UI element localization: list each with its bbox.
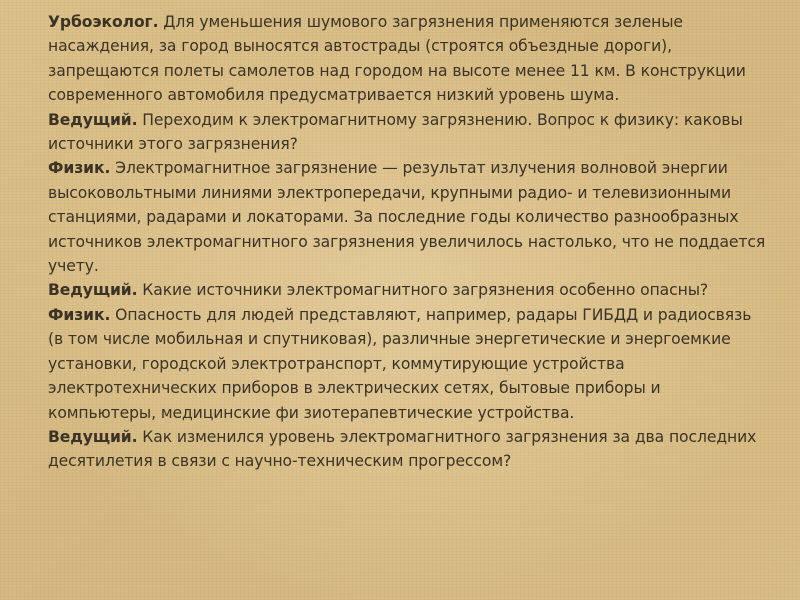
entry-text: Как изменился уровень электромагнитного загрязнения за два последних десятилетия в связи с научно-техническим прогрессом? bbox=[48, 427, 757, 471]
dialogue-entry-physicist bbox=[48, 156, 770, 278]
speaker-label: Ведущий. bbox=[48, 281, 138, 300]
speaker-label: Ведущий. bbox=[48, 427, 138, 446]
dialogue-entry-host bbox=[48, 425, 770, 474]
dialogue-text bbox=[48, 10, 770, 474]
entry-text: Электромагнитное загрязнение — результат излучения волновой энергии высоковольтными линиями электропередачи, крупными радио- и телевизионными станциями, радарами и локаторами. За последние годы количество разнообразных источников электромагнитного загрязнения увеличилось настолько, что не поддается учету. bbox=[48, 159, 766, 276]
speaker-label: Физик. bbox=[48, 305, 111, 324]
dialogue-entry-host bbox=[48, 108, 770, 157]
speaker-label: Физик. bbox=[48, 159, 111, 178]
dialogue-entry-urboecologist bbox=[48, 10, 770, 108]
entry-text: Какие источники электромагнитного загрязнения особенно опасны? bbox=[142, 281, 709, 300]
entry-text: Опасность для людей представляют, например, радары ГИБДД и радиосвязь (в том числе мобильная и спутниковая), различные энергетические и энергоемкие установки, городской электротранспорт, коммутирующие устройства электротехнических приборов в электрических сетях, бытовые приборы и компьютеры, медицинские фи зиотерапевтические устройства. bbox=[48, 305, 752, 422]
dialogue-entry-host bbox=[48, 278, 770, 302]
entry-text: Переходим к электромагнитному загрязнению. Вопрос к физику: каковы источники этого загрязнения? bbox=[48, 110, 743, 154]
speaker-label: Урбоэколог. bbox=[48, 13, 159, 31]
speaker-label: Ведущий. bbox=[48, 110, 138, 129]
dialogue-entry-physicist bbox=[48, 303, 770, 425]
entry-text: Для уменьшения шумового загрязнения применяются зеленые насаждения, за город выносятся автострады (строятся объездные дороги), запрещаются полеты самолетов над городом на высоте менее 11 км. В конструкции современного автомобиля предусматривается низкий уровень шума. bbox=[48, 13, 746, 105]
